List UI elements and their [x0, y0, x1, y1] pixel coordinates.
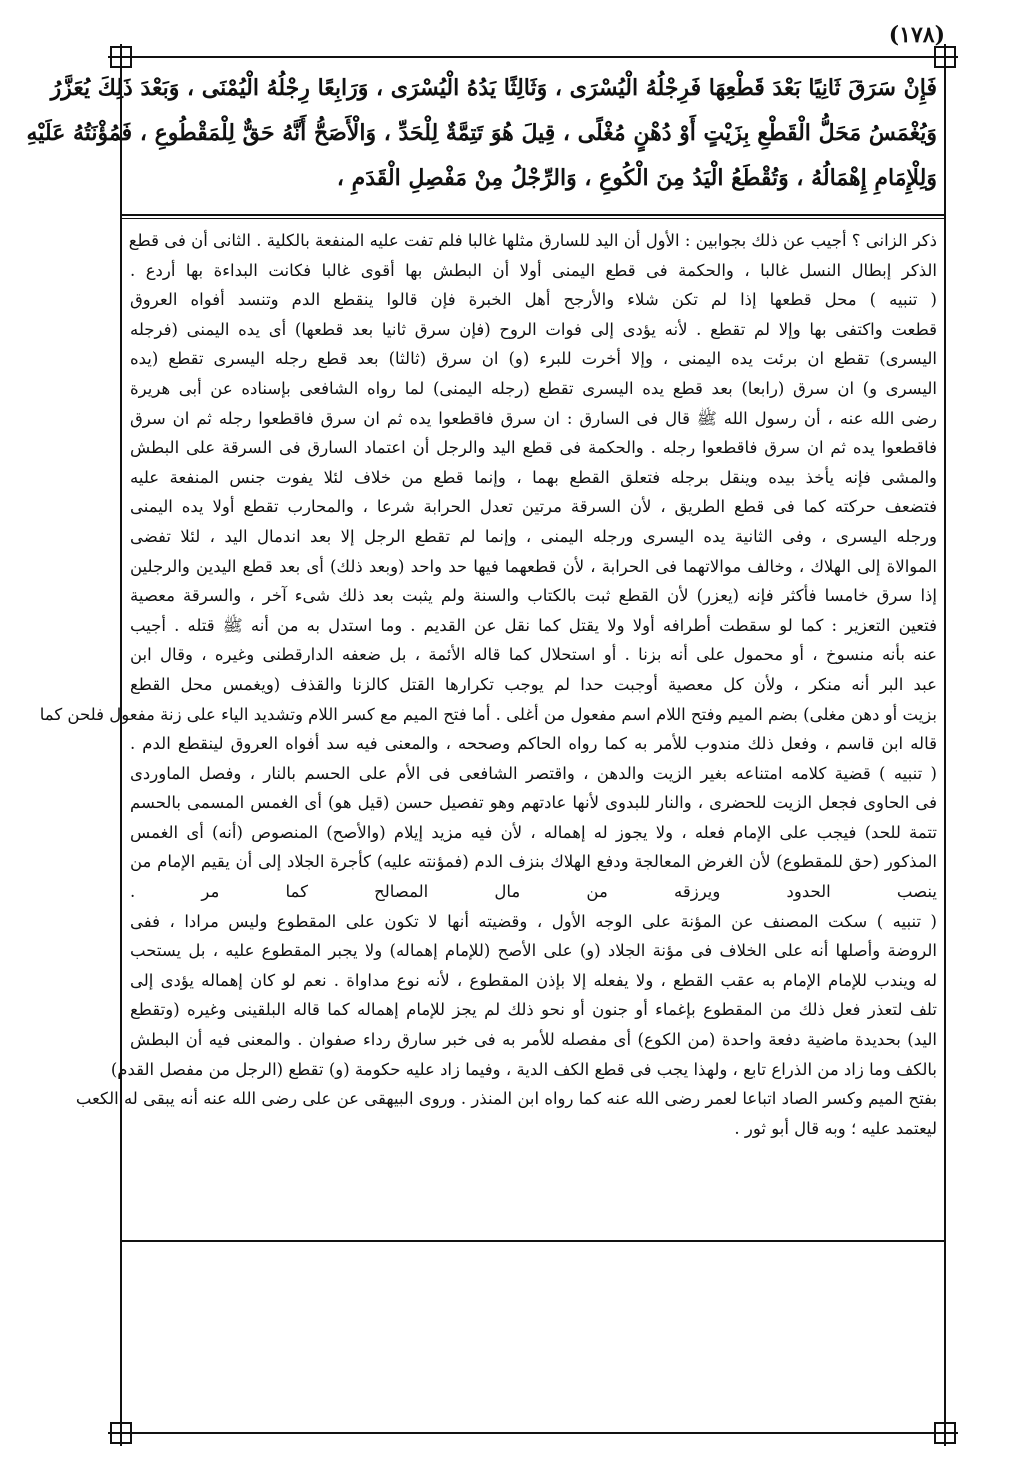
commentary-line: قاله ابن قاسم ، وفعل ذلك مندوب للأمر به كما رواه الحاكم وصححه ، والمعنى فيه سد أفواه العروق لينقطع الدم . [130, 734, 937, 754]
frame-bottom-line [120, 1432, 946, 1434]
commentary-line: ( تنبيه ) قضية كلامه امتناعه بغير الزيت والدهن ، واقتصر الشافعى فى الأم على الحسم بالنار ، وفصل الماوردى [130, 763, 937, 783]
commentary-line: بفتح الميم وكسر الصاد اتباعا لعمر رضى الله عنه كما رواه ابن المنذر . وروى البيهقى عن على رضى الله عنه أنه يبقى له الكعب [75, 1089, 937, 1109]
commentary-line: بزيت أو دهن مغلى) بضم الميم وفتح اللام اسم مفعول من أغلى . أما فتح الميم مع كسر اللام وتشديد الياء على زنة مفعول فلحن كما [39, 704, 937, 724]
commentary-line: ورجله اليسرى ، وفى الثانية يده اليسرى ورجله اليمنى ، وإنما لم تقطع الرجل إلا بعد اندمال اليد ، لئلا تفضى [130, 526, 937, 546]
corner-ornament-bottom-left [108, 1420, 134, 1446]
frame-left-line [120, 46, 122, 1436]
frame-right-line [944, 46, 946, 1436]
commentary-line: المذكور (حق للمقطوع) لأن الغرض المعالجة ودفع الهلاك بنزف الدم (فمؤنته عليه) كأجرة الجلاد إلى أن يقيم الإمام من [130, 852, 937, 872]
commentary-line: إذا سرق خامسا فأكثر فإنه (يعزر) لأن القطع ثبت بالكتاب والسنة ولم يثبت بعد ذلك شىء آخر ، والسرقة معصية [130, 586, 937, 606]
commentary-line: بالكف وما زاد من الذراع تابع ، ولهذا يجب فى قطع الكف الدية ، وفيما زاد عليه حكومة (و) تقطع (الرجل من مفصل القدم) [110, 1059, 937, 1079]
matn-line: فَإِنْ سَرَقَ ثَانِيًا بَعْدَ قَطْعِهَا فَرِجْلُهُ الْيُسْرَى ، وَثَالِثًا يَدُهُ الْيُسْرَى ، وَرَابِعًا رِجْلُهُ الْيُمْنَى ، وَبَعْدَ ذَلِكَ يُعَزَّرُ [50, 75, 937, 101]
commentary-line: فتعين التعزير : كما لو سقطت أطرافه أولا ولا يقتل كما نقل عن القديم . وما استدل به من أنه ﷺ قتله . أجيب [130, 615, 937, 635]
commentary-line: ينصب الحدود ويرزقه من مال المصالح كما مر . [130, 882, 937, 902]
commentary-line: فتضعف حركته كما فى قطع الطريق ، لأن السرقة مرتين تعدل الحرابة شرعا ، والمحارب تقطع أولا يده اليمنى [130, 497, 937, 517]
commentary-end-line [120, 1240, 946, 1242]
commentary-line: اليسرى) تقطع ان برئت يده اليمنى ، وإلا أخرت للبرء (و) ان سرق (ثالثا) بعد قطع رجله اليسرى تقطع (يده [130, 349, 937, 369]
commentary-line: عنه بأنه منسوخ ، أو محمول على أنه بزنا . أو استحلال كما قاله الأئمة ، بل ضعفه الدارقطنى وغيره ، وقال ابن [130, 645, 937, 665]
commentary-line: الموالاة إلى الهلاك ، وخالف موالاتهما فى الحرابة ، لأن قطعهما فيها حد واحد (وبعد ذلك) أى بعد قطع اليدين والرجلين [130, 556, 937, 576]
frame-top-line [120, 56, 946, 58]
commentary-line: تتمة للحد) فيجب على الإمام فعله ، ولا يجوز له إهماله ، لأن فيه مزيد إيلام (والأصح) المنصوص (أنه) أى الغمس [130, 822, 937, 842]
matn-divider-line [120, 214, 946, 216]
commentary-line: اليسرى و) ان سرق (رابعا) بعد قطع يده اليسرى تقطع (رجله اليمنى) لما رواه الشافعى بإسناده عن أبى هريرة [130, 378, 937, 398]
commentary-line: اليد) بحديدة ماضية دفعة واحدة (من الكوع) أى مفصله للأمر به فى خبر سارق رداء صفوان . والمعنى فيه أن البطش [130, 1030, 937, 1050]
commentary-line: الذكر إبطال النسل غالبا ، والحكمة فى قطع اليمنى أولا أن البطش بها أقوى غالبا فكانت البداءة بها أردع . [130, 260, 937, 280]
matn-line: وَلِلْإِمَامِ إِهْمَالُهُ ، وَتُقْطَعُ الْيَدُ مِنَ الْكُوعِ ، وَالرِّجْلُ مِنْ مَفْصِلِ الْقَدَمِ ، [336, 165, 937, 191]
page-number: (١٧٨) [888, 22, 945, 48]
commentary-text-block [39, 226, 937, 1226]
commentary-line: ( تنبيه ) سكت المصنف عن المؤنة على الوجه الأول ، وقضيته أنها لا تكون على المقطوع وليس مرادا ، ففى [130, 911, 937, 931]
commentary-line: والمشى فإنه يأخذ بيده وينقل برجله فتعلق القطع بهما ، وإنما قطع من خلاف لئلا يفوت جنس المنفعة عليه [130, 467, 937, 487]
corner-ornament-bottom-right [932, 1420, 958, 1446]
matn-line: وَيُغْمَسُ مَحَلُّ الْقَطْعِ بِزَيْتٍ أَوْ دُهْنٍ مُغْلًى ، قِيلَ هُوَ تَتِمَّةٌ لِلْحَدِّ ، وَالْأَصَحُّ أَنَّهُ حَقٌّ لِلْمَقْطُوعِ ، فَمُؤْنَتُهُ عَلَيْهِ [26, 120, 937, 146]
commentary-line: الروضة وأصلها أنه على الخلاف فى مؤنة الجلاد (و) على الأصح (للإمام إهماله) ولا يجبر المقطوع عليه ، بل يستحب [130, 941, 937, 961]
commentary-line: ( تنبيه ) محل قطعها إذا لم تكن شلاء والأرجح أهل الخبرة فإن قالوا ينقطع الدم وتنسد أفواه العروق [130, 290, 937, 310]
commentary-line: رضى الله عنه ، أن رسول الله ﷺ قال فى السارق : ان سرق فاقطعوا يده ثم ان سرق فاقطعوا رجله ثم ان سرق [130, 408, 937, 428]
matn-divider-line-thin [120, 218, 946, 219]
matn-text-block [26, 66, 937, 212]
commentary-line: قطعت واكتفى بها وإلا لم تقطع . لأنه يؤدى إلى فوات الروح (فإن سرق ثانيا بعد قطعها) أى يده اليمنى (فرجله [130, 319, 937, 339]
commentary-line: ليعتمد عليه ؛ وبه قال أبو ثور . [734, 1118, 937, 1138]
commentary-line: تلف لتعذر فعل ذلك من المقطوع بإغماء أو جنون أو نحو ذلك لم يجز للإمام إهماله كما قاله البلقينى وغيره (وتقطع [130, 1000, 937, 1020]
commentary-line: له ويندب للإمام الإمام به عقب القطع ، ولا يفعله إلا بإذن المقطوع ، لأنه نوع مداواة . نعم لو كان إهماله يؤدى إلى [130, 970, 937, 990]
commentary-line: فاقطعوا يده ثم ان سرق فاقطعوا رجله . والحكمة فى قطع اليد والرجل أن اعتماد السارق فى السرقة على البطش [130, 438, 937, 458]
commentary-line: فى الحاوى فجعل الزيت للحضرى ، والنار للبدوى لأنها عادتهم وهو تفصيل حسن (قيل هو) أى الغمس المسمى بالحسم [130, 793, 937, 813]
commentary-line: ذكر الزانى ؟ أجيب عن ذلك بجوابين : الأول أن اليد للسارق مثلها غالبا فلم تفت عليه المنفعة بالكلية . الثانى أن فى قطع [128, 231, 937, 250]
commentary-line: عبد البر أنه منكر ، ولأن كل معصية أوجبت حدا لم يوجب تكرارها القتل كالزنا والقذف (ويغمس محل القطع [130, 674, 937, 694]
